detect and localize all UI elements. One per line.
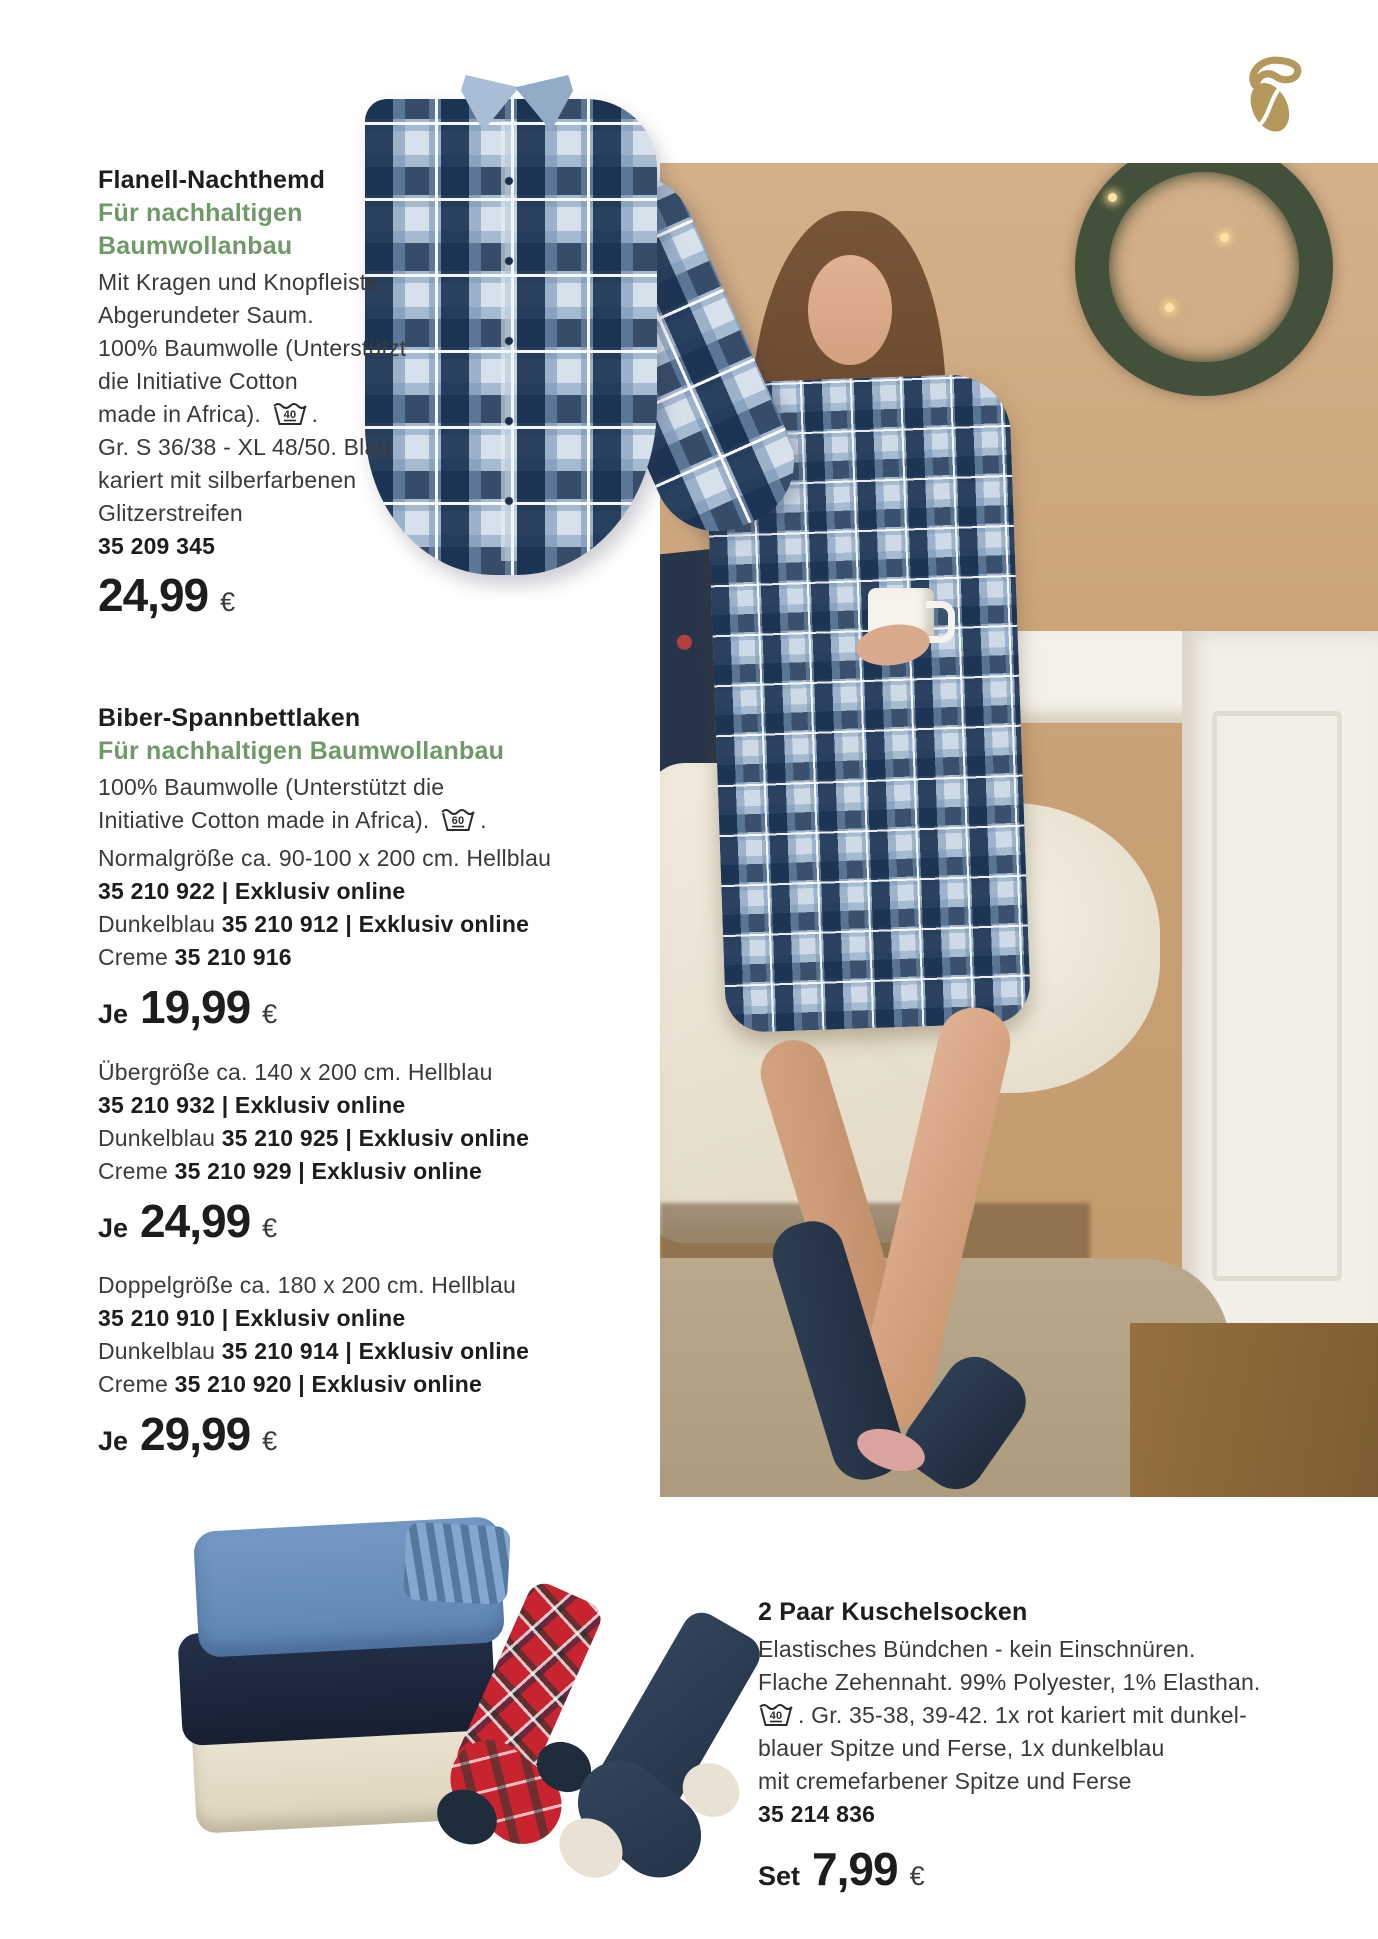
price xyxy=(98,980,277,1034)
footboard-panel-inset xyxy=(1212,711,1342,1281)
article-number: 35 210 914 | Exklusiv online xyxy=(221,1338,530,1364)
description-line: Flache Zehennaht. 99% Polyester, 1% Elasthan. xyxy=(758,1669,1261,1695)
product-title-nightshirt: Flanell-Nachthemd xyxy=(98,166,326,194)
price-prefix: Set xyxy=(758,1861,801,1891)
article-number: 35 214 836 xyxy=(758,1801,876,1827)
product-title-sheet: Biber-Spannbettlaken xyxy=(98,704,361,732)
price-value: 29,99 xyxy=(140,1408,251,1460)
variant-color-line xyxy=(98,942,292,972)
price-value: 7,99 xyxy=(812,1843,898,1895)
description-text: . xyxy=(311,401,319,427)
currency-symbol: € xyxy=(262,999,278,1029)
price xyxy=(98,1407,277,1461)
svg-text:40: 40 xyxy=(769,1710,783,1722)
nightshirt-product-image xyxy=(365,75,785,580)
description-text: Initiative Cotton made in Africa). xyxy=(98,807,430,833)
price-prefix: Je xyxy=(98,999,129,1029)
currency-symbol: € xyxy=(909,1861,925,1891)
wash-tub-icon xyxy=(440,805,476,833)
currency-symbol: € xyxy=(262,1213,278,1243)
description-line: Glitzerstreifen xyxy=(98,500,243,526)
article-number: 35 210 932 | Exklusiv online xyxy=(98,1092,406,1118)
currency-symbol: € xyxy=(220,587,236,617)
mug-handle xyxy=(926,601,955,643)
description-line: blauer Spitze und Ferse, 1x dunkelblau xyxy=(758,1735,1165,1761)
variant-color-line xyxy=(98,1156,482,1186)
article-number: 35 209 345 xyxy=(98,533,216,559)
price-prefix: Je xyxy=(98,1426,129,1456)
eco-claim-line: Baumwollanbau xyxy=(98,232,293,260)
variant-color-line xyxy=(98,909,529,939)
variant-size-line: Normalgröße ca. 90-100 x 200 cm. Hellblau xyxy=(98,845,552,871)
tchibo-logo-icon xyxy=(1243,54,1307,136)
article-number: 35 210 929 | Exklusiv online xyxy=(174,1158,482,1184)
article-number: 35 210 916 xyxy=(174,944,292,970)
color-name: Creme xyxy=(98,1371,169,1397)
product-title-socks: 2 Paar Kuschelsocken xyxy=(758,1598,1028,1626)
price xyxy=(758,1842,925,1896)
article-number: 35 210 922 | Exklusiv online xyxy=(98,878,406,904)
description-line: 100% Baumwolle (Unterstützt xyxy=(98,335,407,361)
description-line: Mit Kragen und Knopfleiste. xyxy=(98,269,386,295)
article-number: 35 210 925 | Exklusiv online xyxy=(221,1125,530,1151)
price-value: 24,99 xyxy=(98,569,209,621)
description-line: Abgerundeter Saum. xyxy=(98,302,314,328)
wood-floor xyxy=(1130,1323,1378,1497)
price xyxy=(98,1194,277,1248)
description-line-with-care-symbol xyxy=(98,399,318,429)
wreath-light xyxy=(1108,193,1117,202)
eco-claim-line: Für nachhaltigen xyxy=(98,199,303,227)
svg-text:40: 40 xyxy=(283,409,296,421)
description-line-with-care-symbol xyxy=(98,805,487,835)
color-name: Dunkelblau xyxy=(98,1125,216,1151)
price xyxy=(98,568,235,622)
svg-text:60: 60 xyxy=(451,815,465,827)
variant-color-line xyxy=(98,1369,482,1399)
description-line: Elastisches Bündchen - kein Einschnüren. xyxy=(758,1636,1196,1662)
description-line: die Initiative Cotton xyxy=(98,368,298,394)
color-name: Dunkelblau xyxy=(98,1338,216,1364)
description-line: kariert mit silberfarbenen xyxy=(98,467,357,493)
description-line-with-care-symbol xyxy=(758,1700,1247,1730)
description-line: mit cremefarbener Spitze und Ferse xyxy=(758,1768,1132,1794)
wreath-light xyxy=(1220,233,1229,242)
nightshirt-button-placket xyxy=(501,121,517,561)
description-line: Gr. S 36/38 - XL 48/50. Blau xyxy=(98,434,391,460)
navy-sock-image xyxy=(580,1612,760,1912)
description-text: made in Africa). xyxy=(98,401,261,427)
description-text: . xyxy=(480,807,487,833)
price-value: 19,99 xyxy=(140,981,251,1033)
color-name: Creme xyxy=(98,1158,169,1184)
currency-symbol: € xyxy=(262,1426,278,1456)
wash-tub-icon xyxy=(272,399,308,427)
description-line: 100% Baumwolle (Unterstützt die xyxy=(98,774,445,800)
variant-color-line xyxy=(98,1336,529,1366)
model-face xyxy=(808,255,892,365)
price-value: 24,99 xyxy=(140,1195,251,1247)
eco-claim-line: Für nachhaltigen Baumwollanbau xyxy=(98,737,505,765)
color-name: Dunkelblau xyxy=(98,911,216,937)
article-number: 35 210 912 | Exklusiv online xyxy=(221,911,530,937)
description-text: . Gr. 35-38, 39-42. 1x rot kariert mit dunkel- xyxy=(798,1702,1247,1728)
wash-tub-icon xyxy=(758,1700,794,1728)
color-name: Creme xyxy=(98,944,169,970)
article-number: 35 210 910 | Exklusiv online xyxy=(98,1305,406,1331)
variant-size-line: Doppelgröße ca. 180 x 200 cm. Hellblau xyxy=(98,1272,516,1298)
article-number: 35 210 920 | Exklusiv online xyxy=(174,1371,482,1397)
price-prefix: Je xyxy=(98,1213,129,1243)
variant-color-line xyxy=(98,1123,529,1153)
wreath-light xyxy=(1165,303,1174,312)
variant-size-line: Übergröße ca. 140 x 200 cm. Hellblau xyxy=(98,1059,493,1085)
